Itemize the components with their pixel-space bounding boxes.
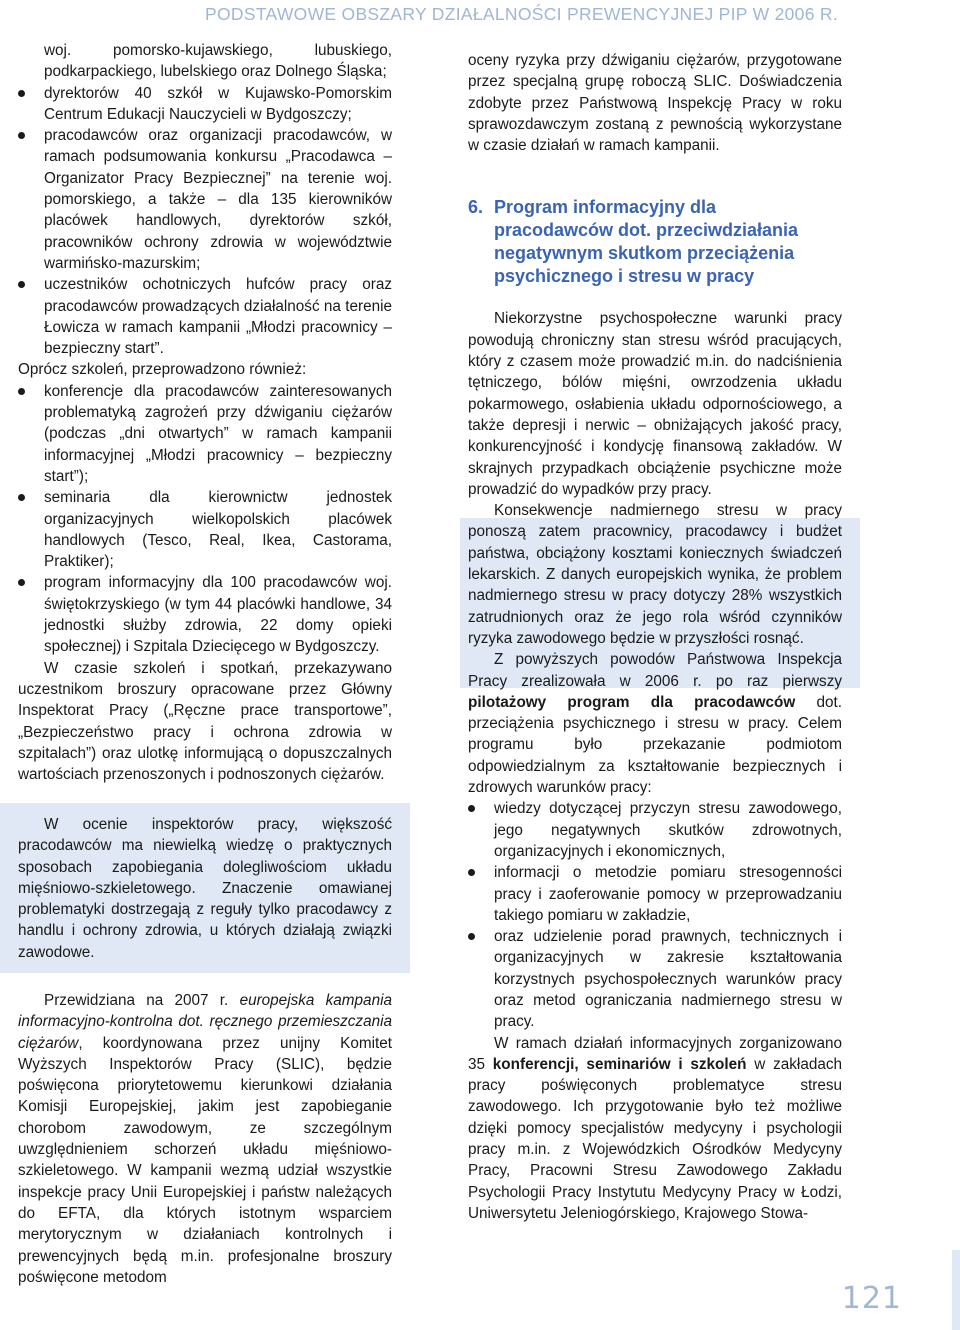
paragraph-stress-intro: Niekorzystne psychospołeczne warunki pracy powodują chroniczny stan stresu wśród pracujących, który z czasem może prowadzić m.in. do nadciśnienia tętniczego, bólów mięśni, owrzodzenia układu pokarmowego, osłabienia układu odpornościowego, a także depresji i nerwic – obniżających jakość pracy, konkurencyjność i kondycję finansową zakładów. W skrajnych przypadkach obciążenie psychiczne może prowadzić do wypadków przy pracy. — [468, 310, 842, 498]
paragraph-text: w zakładach pracy poświęconych problematyce stresu zawodowego. Ich przygotowanie było też możliwe dzięki pomocy specjalistów medycyny i psychologii pracy m.in. z Wojewódzkich Ośrodków Medycyny Pracy, Pracowni Stresu Zawodowego Zakładu Psychologii Pracy Instytutu Medycyny Pracy w Łodzi, Uniwersytetu Jeleniogórskiego, Krajowego Stowa- — [468, 1055, 842, 1222]
paragraph-continued: oceny ryzyka przy dźwiganiu ciężarów, przygotowane przez specjalną grupę roboczą SLIC. Doświadczenia zdobyte przez Państwową Inspekcję Pracy w roku sprawozdawczym zostaną z pewnością wykorzystane w czasie działań w ramach kampanii. — [468, 52, 842, 155]
paragraph-text: dot. przeciążenia psychicznego i stresu w pracy. Celem programu było przekazanie podmiotom odpowiedzialnym za kształtowanie bezpiecznych i zdrowych warunków pracy: — [468, 693, 842, 797]
list-item: konferencje dla pracodawców zainteresowanych problematyką zagrożeń przy dźwiganiu ciężarów (podczas „dni otwartych” w ramach kampanii informacyjnej „Młodzi pracownicy – bezpieczny start”); — [18, 381, 392, 487]
section-number: 6. — [468, 197, 484, 218]
paragraph-brochures: W czasie szkoleń i spotkań, przekazywano uczestnikom broszury opracowane przez Główny Inspektorat Pracy („Ręczne prace transportowe”, „Bezpieczeństwo pracy i ochrona zdrowia w szpitalach”) oraz ulotkę informującą o dopuszczalnych wartościach przenoszonych i podnoszonych ciężarów. — [18, 659, 392, 784]
section-heading — [468, 196, 842, 288]
list-item: seminaria dla kierownictw jednostek organizacyjnych wielkopolskich placówek handlowych (Tesco, Real, Ikea, Castorama, Praktiker); — [18, 487, 392, 572]
left-column — [18, 40, 392, 785]
page-number: 121 — [841, 1281, 902, 1316]
list-item: oraz udzielenie porad prawnych, technicznych i organizacyjnych w zakresie kształtowania korzystnych psychospołecznych warunków pracy oraz metod ograniczania nadmiernego stresu w pracy. — [468, 926, 842, 1032]
list-item: woj. pomorsko-kujawskiego, lubuskiego, podkarpackiego, lubelskiego oraz Dolnego Śląska; — [44, 42, 392, 81]
list-item: uczestników ochotniczych hufców pracy oraz pracodawców prowadzących działalność na terenie Łowicza w ramach kampanii „Młodzi pracownicy – bezpieczny start”. — [18, 274, 392, 359]
paragraph-text: , koordynowana przez unijny Komitet Wyższych Inspektorów Pracy (SLIC), będzie poświęcona priorytetowemu kierunkowi działania Komisji Europejskiej, jakim jest zapobieganie chorobom zawodowym, ze szczególnym uwzględnieniem schorzeń układu mięśniowo-szkieletowego. W kampanii wezmą udział wszystkie inspekcje pracy Unii Europejskiej i państw należących do EFTA, dla których istotnym wsparciem merytorycznym w działaniach kontrolnych i prewencyjnych będą m.in. profesjonalne broszury poświęcone metodom — [18, 1034, 392, 1286]
list-item: pracodawców oraz organizacji pracodawców, w ramach podsumowania konkursu „Pracodawca – Organizator Pracy Bezpiecznej” na terenie woj. pomorskiego, a także – dla 135 kierowników placówek handlowych, dyrektorów szkół, pracowników ochrony zdrowia w województwie warmińsko-mazurskim; — [18, 125, 392, 274]
paragraph-text: Przewidziana na 2007 r. — [44, 992, 240, 1009]
paragraph-conferences — [468, 1033, 842, 1225]
bold-phrase: konferencji, seminariów i szkoleń — [492, 1055, 747, 1073]
callout-text: W ocenie inspektorów pracy, większość pracodawców ma niewielką wiedzę o praktycznych sposobach zapobiegania dolegliwościom układu mięśniowo-szkieletowego. Znaczenie omawianej problematyki dostrzegają z reguły tylko pracodawcy z handlu i ochrony zdrowia, u których działają związki zawodowe. — [18, 816, 392, 961]
section-title-line: psychicznego i stresu w pracy — [494, 266, 755, 287]
highlight-text: Konsekwencje nadmiernego stresu w pracy ponoszą zatem pracownicy, pracodawcy i budżet państwa, obciążony kosztami koniecznych świadczeń lekarskich. Z danych europejskich wynika, że problem nadmiernego stresu w pracy dotyczy 28% wszystkich zatrudnionych oraz że jego rola wśród czynników ryzyka zawodowego będzie w przyszłości rosnąć. — [468, 502, 842, 647]
section-title-line: Program informacyjny dla — [494, 197, 717, 218]
paragraph-2007-campaign — [18, 990, 392, 1288]
bullet-list-events — [18, 381, 392, 658]
section-title-line: pracodawców dot. przeciwdziałania — [494, 220, 799, 241]
paragraph-text: W ramach działań informacyjnych zorganizowano 35 — [468, 1034, 842, 1073]
bullet-list-goals — [468, 798, 842, 1032]
list-item: program informacyjny dla 100 pracodawców woj. świętokrzyskiego (w tym 44 placówki handlowe, 34 jednostki służby zdrowia, 22 domy opieki społecznej) i Szpitala Dziecięcego w Bydgoszczy. — [18, 572, 392, 657]
list-item: informacji o metodzie pomiaru stresogenności pracy i zaoferowanie pomocy w przeprowadzaniu takiego pomiaru w zakładzie, — [468, 862, 842, 926]
right-column — [468, 50, 842, 1224]
bold-phrase: pilotażowy program dla pracodawców — [468, 693, 796, 711]
page-edge-bar — [952, 1250, 960, 1330]
campaign-name-italic: europejska kampania informacyjno-kontrolna dot. ręcznego przemieszczania ciężarów — [18, 992, 392, 1052]
bullet-list-training — [18, 40, 392, 359]
paragraph-pilot — [468, 649, 842, 798]
paragraph-text: Z powyższych powodów Państwowa Inspekcja Pracy zrealizowała w 2006 r. po raz pierwszy — [468, 651, 842, 690]
section-title-line: negatywnym skutkom przeciążenia — [494, 243, 795, 264]
running-header: PODSTAWOWE OBSZARY DZIAŁALNOŚCI PREWENCYJNEJ PIP W 2006 R. — [205, 4, 838, 24]
left-column-bottom — [18, 990, 392, 1288]
lead-in-text: Oprócz szkoleń, przeprowadzono również: — [18, 361, 307, 379]
list-item: dyrektorów 40 szkół w Kujawsko-Pomorskim Centrum Edukacji Nauczycieli w Bydgoszczy; — [18, 83, 392, 126]
list-item: wiedzy dotyczącej przyczyn stresu zawodowego, jego negatywnych skutków zdrowotnych, organizacyjnych i ekonomicznych, — [468, 798, 842, 862]
